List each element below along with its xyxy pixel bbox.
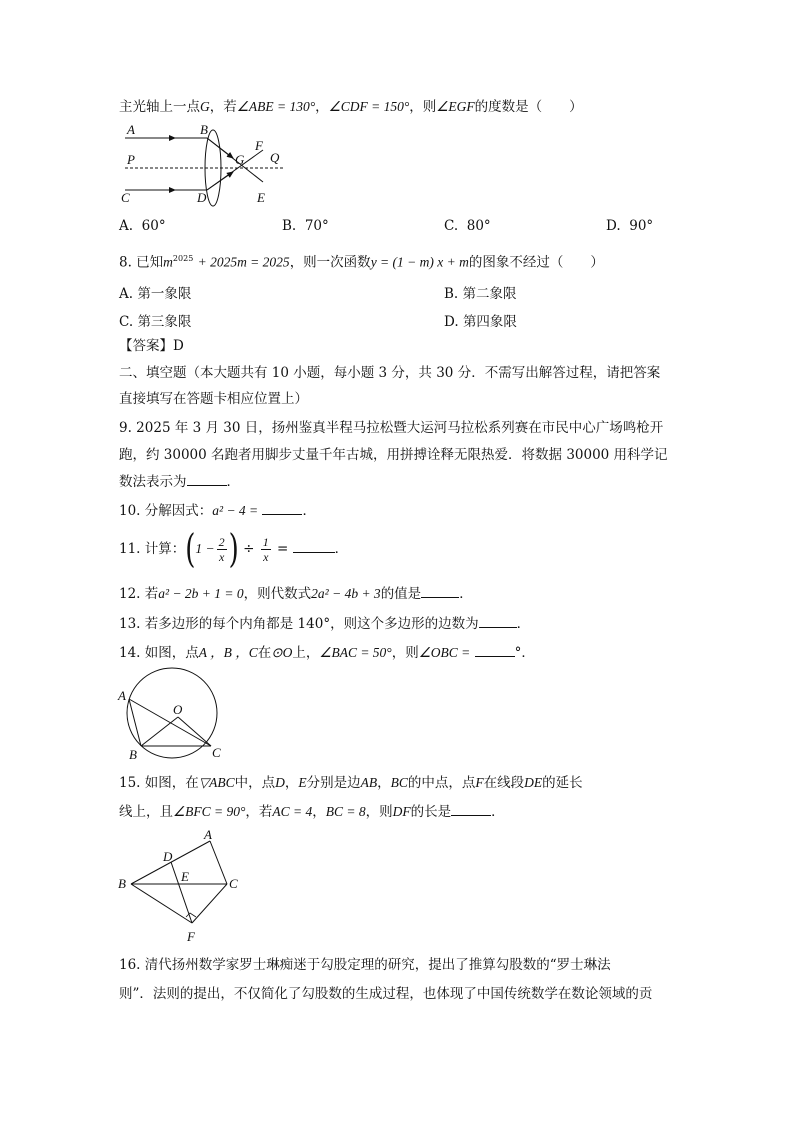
q7-text-4: 的度数是（ ） (474, 99, 583, 115)
q8-opt-c-key: C. (119, 314, 134, 330)
q7-angle-egf: ∠EGF (436, 99, 475, 114)
label-c: C (121, 190, 130, 205)
q10-prefix: 10. 分解因式： (119, 503, 213, 519)
label-c: C (229, 876, 238, 891)
q11-div: ÷ (243, 541, 255, 557)
q7-opt-b-text: 70° (304, 218, 329, 234)
label-b: B (200, 122, 208, 137)
q8-option-b (444, 282, 517, 302)
q14-blank[interactable] (475, 644, 515, 657)
q11-frac-1 (217, 535, 227, 564)
label-b: B (129, 747, 137, 762)
q8-fn: y = (1 − m) x + m (370, 254, 469, 270)
q14-mid: 在 (257, 645, 272, 661)
label-q: Q (270, 150, 280, 165)
q8-opt-c-text: 第三象限 (137, 314, 192, 330)
q8-opt-a-key: A. (119, 286, 134, 302)
q10-expr: a² − 4 = (212, 503, 259, 518)
q11-num1: 2 (218, 535, 225, 549)
q12-prefix: 12. 若 (119, 586, 159, 602)
q11-end: ． (334, 541, 349, 557)
q7-stem (119, 98, 583, 116)
q15-e: E (298, 775, 307, 790)
label-a: A (204, 827, 212, 842)
q15-ab: AB (360, 775, 378, 790)
right-angle-mark (186, 913, 196, 917)
q12-expr1: a² − 2b + 1 = 0 (158, 586, 244, 601)
q8-stem (119, 250, 604, 272)
q14-end: °． (514, 645, 535, 661)
q9-text: 数法表示为 (119, 474, 187, 490)
q14-circle: ⊙O (271, 645, 293, 660)
seg-ac (129, 699, 211, 746)
q15-t5: 在线段 (483, 775, 525, 791)
q7-opt-c-key: C. (444, 218, 459, 234)
q11-paren-right: ) (228, 527, 239, 572)
q14-mid3: ，则 (391, 645, 419, 661)
q9-line3 (119, 473, 240, 491)
q15-t4: 的中点，点 (407, 775, 476, 791)
q11-den2: x (263, 550, 269, 564)
label-d: D (163, 849, 173, 864)
q9-blank[interactable] (187, 473, 227, 486)
q8-end: 的图象不经过（ ） (468, 254, 604, 271)
q11-eq: = (277, 541, 289, 557)
q7-lens-figure (115, 120, 295, 210)
q7-opt-c-text: 80° (466, 218, 491, 234)
q13-text: 13. 若多边形的每个内角都是 140°，则这个多边形的边数为 (119, 616, 479, 632)
q7-sep: ， (315, 99, 329, 115)
label-g: G (235, 152, 245, 167)
q10-end: ． (302, 503, 316, 519)
q13-line (119, 615, 530, 633)
q15-bc: BC (390, 775, 408, 790)
label-o: O (173, 702, 183, 717)
q12-expr2: 2a² − 4b + 3 (311, 586, 381, 601)
q8-opt-d-text: 第四象限 (462, 314, 517, 330)
label-b: B (118, 876, 126, 891)
q15-t10: 的长是 (410, 804, 452, 820)
q15-line2 (119, 803, 505, 821)
q7-angle-cdf: ∠CDF = 150° (328, 99, 410, 114)
q11-paren-left: ( (185, 527, 196, 572)
q12-line (119, 585, 473, 603)
q8-answer: 【答案】D (119, 338, 184, 354)
q13-end: ． (516, 616, 531, 632)
q9-end: ． (226, 474, 240, 490)
label-c: C (212, 745, 221, 760)
q15-ac: AC = 4 (272, 804, 313, 819)
q16-line1: 16. 清代扬州数学家罗士琳痴迷于勾股定理的研究，提出了推算勾股数的“罗士琳法 (119, 957, 611, 973)
label-a: A (118, 688, 126, 703)
seg-ac (210, 841, 227, 884)
q15-df: DF (392, 804, 411, 819)
q10-blank[interactable] (262, 502, 302, 515)
label-a: A (127, 122, 135, 137)
q7-angle-abe: ∠ABE = 130° (236, 99, 316, 114)
q15-c1: ， (284, 775, 299, 791)
q14-prefix: 14. 如图，点 (119, 645, 199, 661)
q15-triangle-figure (115, 825, 250, 950)
q8-opt-b-text: 第二象限 (462, 286, 517, 302)
section2-line2: 直接填写在答题卡相应位置上） (119, 391, 308, 407)
q13-blank[interactable] (479, 615, 517, 628)
q15-t3: 分别是边 (306, 775, 361, 791)
q15-t8: ，若 (245, 804, 273, 820)
q8-mid: ，则一次函数 (289, 254, 371, 271)
q11-blank[interactable] (293, 540, 335, 553)
seg-cf (192, 884, 227, 923)
q8-option-a (119, 282, 191, 302)
q8-opt-b-key: B. (444, 286, 459, 302)
q15-end: ． (491, 804, 505, 820)
q7-option-d (606, 218, 653, 234)
label-f: F (255, 138, 263, 153)
q14-circle-figure (115, 665, 235, 765)
q11-prefix: 11. 计算： (119, 541, 186, 557)
q7-opt-a-key: A. (119, 218, 134, 234)
q7-opt-d-key: D. (606, 218, 621, 234)
q15-de: DE (524, 775, 543, 790)
label-e: E (257, 190, 265, 205)
label-d: D (197, 190, 207, 205)
q14-line (119, 644, 535, 662)
q15-t6: 的延长 (542, 775, 583, 791)
section2-line1: 二、填空题（本大题共有 10 小题，每小题 3 分，共 30 分．不需写出解答过程，请把答案 (119, 365, 661, 381)
q14-pts: A ，B ，C (198, 645, 258, 660)
seg-bf (131, 884, 192, 923)
q7-opt-d-text: 90° (629, 218, 654, 234)
seg-oc (178, 717, 211, 746)
q8-option-c (119, 310, 191, 330)
q16-line2: 则”．法则的提出，不仅简化了勾股数的生成过程，也体现了中国传统数学在数论领域的贡 (119, 986, 653, 1002)
q15-f: F (475, 775, 484, 790)
q7-text-1: 主光轴上一点 (119, 99, 200, 115)
q8-opt-d-key: D. (444, 314, 459, 330)
q15-t1: 15. 如图，在 (119, 775, 199, 791)
q15-bc8: BC = 8 (325, 804, 366, 819)
q9-line1: 9. 2025 年 3 月 30 日，扬州鉴真半程马拉松暨大运河马拉松系列赛在市民中心广场鸣枪开 (119, 420, 664, 436)
q8-exp: 2025 (172, 254, 194, 263)
q11-num2: 1 (262, 535, 269, 549)
q8-option-d (444, 310, 517, 330)
q12-end: ． (459, 586, 473, 602)
q15-t2: 中，点 (234, 775, 276, 791)
q11-frac-2 (261, 535, 271, 564)
q7-text-3: ，则 (409, 99, 437, 115)
q7-option-a (119, 218, 166, 234)
q12-mid: ，则代数式 (243, 586, 312, 602)
q14-mid2: 上， (292, 645, 320, 661)
q15-tri: ▽ABC (198, 775, 235, 790)
q7-opt-a-text: 60° (141, 218, 166, 234)
q12-end1: 的值是 (380, 586, 422, 602)
q8-m: m (163, 254, 173, 270)
label-e: E (181, 869, 189, 884)
q11-one: 1 − (195, 541, 215, 556)
q8-opt-a-text: 第一象限 (137, 286, 192, 302)
q9-line2: 跑，约 30000 名跑者用脚步丈量千年古城，用拼搏诠释无限热爱．将数据 30000 用科学记 (119, 447, 668, 463)
q15-line1 (119, 774, 583, 792)
q15-blank[interactable] (451, 803, 491, 816)
q14-angle: ∠BAC = 50° (319, 645, 392, 660)
q11-den1: x (219, 550, 225, 564)
q15-c3: ， (312, 804, 326, 820)
q7-text-2: ，若 (209, 99, 237, 115)
q15-d: D (275, 775, 285, 790)
q15-angle: ∠BFC = 90° (173, 804, 246, 819)
q12-blank[interactable] (421, 585, 459, 598)
q15-t9: ，则 (365, 804, 393, 820)
q7-point-g: G (200, 99, 210, 114)
q15-c2: ， (377, 775, 391, 791)
q7-option-c (444, 218, 491, 234)
ray-be-arrow (207, 138, 233, 158)
seg-ob (141, 717, 178, 746)
q10-line (119, 502, 316, 520)
q8-eq: + 2025m = 2025 (197, 254, 290, 270)
label-f: F (187, 929, 195, 944)
label-p: P (127, 152, 135, 167)
q15-t7: 线上，且 (119, 804, 173, 820)
q7-option-b (282, 218, 329, 234)
q14-ask: ∠OBC = (418, 645, 471, 660)
q11-line (119, 527, 349, 572)
q7-opt-b-key: B. (282, 218, 297, 234)
q8-num: 8. 已知 (119, 254, 164, 271)
